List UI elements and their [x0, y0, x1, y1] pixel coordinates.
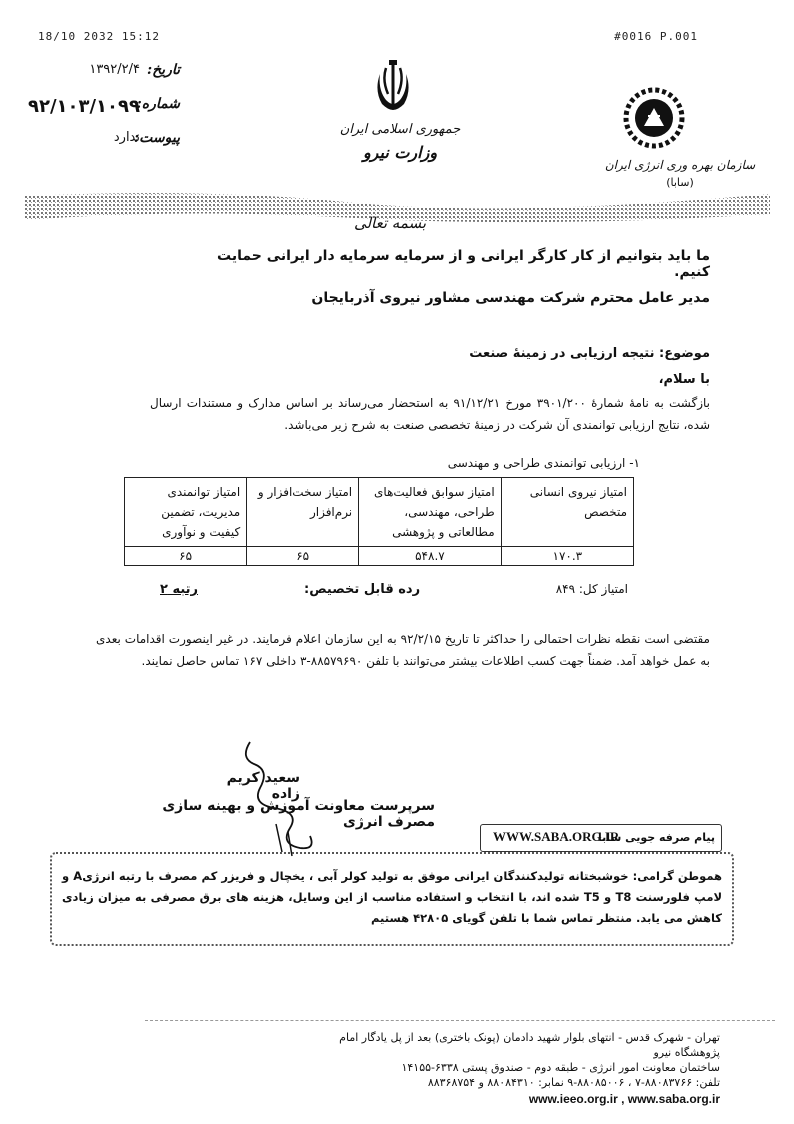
score-table-value-row — [125, 547, 634, 566]
subject-line: موضوع: نتیجه ارزیابی در زمینهٔ صنعت — [469, 346, 710, 361]
footer-address — [300, 1030, 720, 1107]
attachment-row — [70, 130, 180, 164]
score-header-cell: امتیاز توانمندی مدیریت، تضمین کیفیت و نوآوری — [125, 478, 247, 547]
score-header-cell: امتیاز نیروی انسانی متخصص — [501, 478, 633, 547]
score-footer — [124, 580, 634, 602]
signer-title: سرپرست معاونت آموزش و بهینه سازی مصرف انرژی — [162, 798, 435, 830]
signer-name: سعید کریم زاده — [226, 770, 300, 802]
score-header-cell: امتیاز سوابق فعالیت‌های طراحی، مهندسی، مطالعاتی و پژوهشی — [359, 478, 502, 547]
score-value-cell: ۱۷۰.۳ — [501, 547, 633, 566]
footer-line-3: تلفن: ۸۸۰۸۳۷۶۶-۷ ، ۸۸۰۸۵۰۰۶-۹ نمابر: ۸۸۰۸۴۳۱۰ و ۸۸۳۶۸۷۵۴ — [427, 1076, 720, 1089]
slogan-line: ما باید بتوانیم از کار کارگر ایرانی و از سرمایه سرمایه دار ایرانی حمایت کنیم. — [217, 248, 710, 280]
score-value-cell: ۵۴۸.۷ — [359, 547, 502, 566]
section-title: ۱- ارزیابی توانمندی طراحی و مهندسی — [447, 456, 640, 470]
body-paragraph-1: بازگشت به نامهٔ شمارهٔ ۳۹۰۱/۲۰۰ مورخ ۹۱/۱۲/۲۱ به استحضار می‌رساند بر اساس مدارک و مستندات ارسال شده، نتایج ارزیابی توانمندی آن شرکت در زمینهٔ تخصصی صنعت به شرح زیر می‌باشد. — [150, 396, 710, 432]
footer-line-2: ساختمان معاونت امور انرژی - طبقه دوم - صندوق پستی ۶۳۳۸-۱۴۱۵۵ — [401, 1061, 720, 1074]
energy-notice-text: هموطن گرامی: خوشبختانه تولیدکنندگان ایرانی موفق به تولید کولر آبی ، یخچال و فریزر کم مصرف با رتبه انرژیA و لامپ فلورسنت T8 و T5 شده اند، با انتخاب و استفاده مناسب از این وسایل، هزینه های برق مصرفی به میزان زیادی کاهش می یابد. منتظر تماس شما با تلفن گویای ۴۲۸۰۵ هستیم — [62, 869, 723, 925]
iran-emblem-icon — [370, 60, 416, 120]
date-row — [70, 62, 180, 96]
attachment-label: پیوست: — [134, 130, 180, 146]
letter-meta — [27, 62, 180, 164]
fax-page-id: #0016 P.001 — [614, 30, 698, 43]
number-label: شماره: — [136, 96, 180, 112]
score-header-cell: امتیاز سخت‌افزار و نرم‌افزار — [247, 478, 359, 547]
footer-line-1: تهران - شهرک قدس - انتهای بلوار شهید دادمان (پونک باختری) بعد از پل یادگار امام پژوهشگاه نیرو — [339, 1031, 720, 1059]
date-value: ۱۳۹۲/۲/۴ — [89, 62, 140, 77]
website-box — [480, 824, 722, 852]
fax-timestamp: 18/10 2032 15:12 — [38, 30, 160, 43]
energy-notice-box — [50, 852, 734, 946]
ministry-name: وزارت نیرو — [362, 143, 438, 162]
organization-name: سازمان بهره وری انرژی ایران — [604, 158, 756, 172]
score-table — [124, 477, 634, 566]
footer-divider — [145, 1020, 775, 1022]
assignable-category-label: رده قابل تخصیص: — [304, 582, 421, 597]
date-label: تاریخ: — [146, 62, 180, 78]
addressee-line: مدیر عامل محترم شرکت مهندسی مشاور نیروی آذربایجان — [311, 290, 710, 306]
rank-value: رتبه ۲ — [160, 582, 199, 597]
number-value: ۹۲/۱۰۳/۱۰۹۹ — [27, 96, 140, 117]
fax-header — [38, 30, 698, 44]
number-row — [27, 96, 180, 130]
greeting-line: با سلام، — [658, 372, 710, 387]
bismillah-heading: بسمه تعالی — [353, 214, 427, 232]
footer-urls[interactable]: www.ieeo.org.ir , www.saba.org.ir — [528, 1092, 720, 1106]
country-name: جمهوری اسلامی ایران — [339, 122, 461, 137]
ministry-heading — [330, 122, 470, 162]
score-value-cell: ۶۵ — [125, 547, 247, 566]
organization-abbr: (سابا) — [666, 176, 694, 189]
score-table-header-row — [125, 478, 634, 547]
attachment-value: ندارد — [113, 130, 140, 145]
website-box-label: پیام صرفه جویی سابا — [598, 831, 715, 844]
website-url[interactable]: WWW.SABA.ORG.IR — [493, 829, 620, 844]
score-value-cell: ۶۵ — [247, 547, 359, 566]
body-paragraph-2: مقتضی است نقطه نظرات احتمالی را حداکثر تا تاریخ ۹۲/۲/۱۵ به این سازمان اعلام فرمایند. در غیر اینصورت اقدامات بعدی به عمل خواهد آمد. ضمناً جهت کسب اطلاعات بیشتر می‌توانند با تلفن ۸۸۵۷۹۶۹۰-۳ داخلی ۱۶۷ تماس حاصل نمایند. — [96, 632, 710, 668]
total-score: امتیاز کل: ۸۴۹ — [555, 582, 628, 596]
saba-logo-icon — [622, 86, 686, 150]
